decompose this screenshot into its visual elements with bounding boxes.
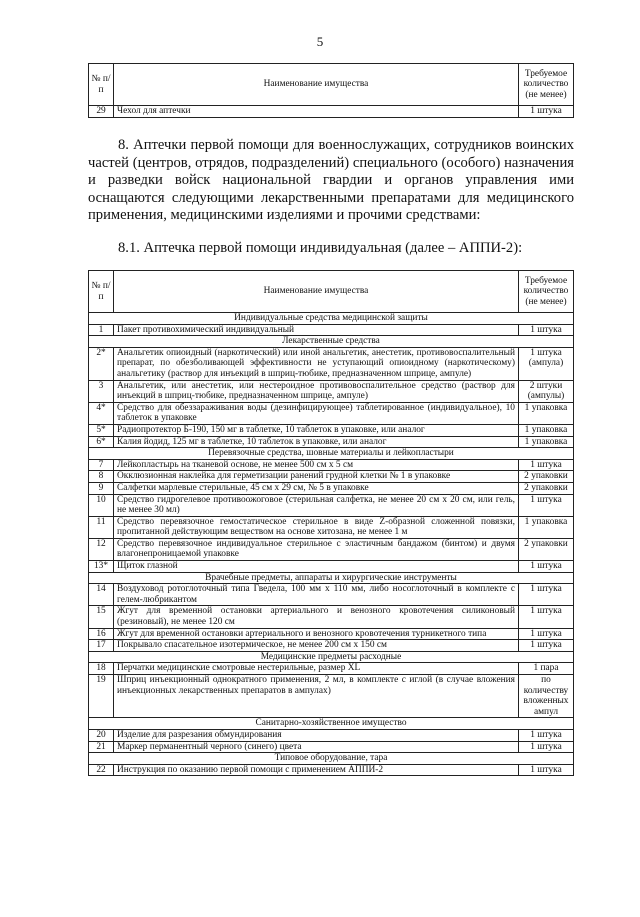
section-title: Врачебные предметы, аппараты и хирургические инструменты	[89, 572, 574, 584]
item-quantity: 1 упаковка	[519, 402, 574, 424]
item-quantity: 1 штука	[519, 640, 574, 652]
table-section-row	[89, 313, 574, 325]
row-number: 8	[89, 471, 114, 483]
paragraph-8-1: 8.1. Аптечка первой помощи индивидуальная (далее – АППИ-2):	[118, 240, 523, 256]
item-quantity: 1 упаковка	[519, 424, 574, 436]
table-row	[89, 347, 574, 380]
item-quantity: 1 упаковка	[519, 436, 574, 448]
item-name: Чехол для аптечки	[114, 106, 519, 118]
row-number: 13*	[89, 561, 114, 573]
table-row	[89, 324, 574, 336]
row-number: 21	[89, 741, 114, 753]
table-row	[89, 424, 574, 436]
header-num: № п/п	[89, 64, 114, 106]
item-quantity: 1 штука	[519, 741, 574, 753]
item-quantity: 1 штука (ампула)	[519, 347, 574, 380]
row-number: 4*	[89, 402, 114, 424]
row-number: 12	[89, 538, 114, 560]
table-row	[89, 628, 574, 640]
item-quantity: 1 пара	[519, 663, 574, 675]
row-number: 29	[89, 106, 114, 118]
table-section-row	[89, 448, 574, 460]
table-row	[89, 640, 574, 652]
item-name: Средство гидрогелевое противоожоговое (стерильная салфетка, не менее 20 см х 20 см, или гель, не менее 30 мл)	[114, 494, 519, 516]
table-row	[89, 459, 574, 471]
table-row	[89, 561, 574, 573]
item-quantity: 2 упаковки	[519, 471, 574, 483]
item-quantity: 1 штука	[519, 584, 574, 606]
table-header-row	[89, 64, 574, 106]
section-title: Медицинские предметы расходные	[89, 651, 574, 663]
item-name: Инструкция по оказанию первой помощи с применением АППИ-2	[114, 764, 519, 776]
table-appi-2	[88, 270, 574, 776]
row-number: 11	[89, 516, 114, 538]
page-number: 5	[316, 34, 324, 49]
item-quantity: 1 штука	[519, 106, 574, 118]
row-number: 16	[89, 628, 114, 640]
item-name: Окклюзионная наклейка для герметизации ранений грудной клетки № 1 в упаковке	[114, 471, 519, 483]
table-row	[89, 538, 574, 560]
table-row	[89, 471, 574, 483]
item-quantity: 2 упаковки	[519, 482, 574, 494]
table-section-row	[89, 753, 574, 765]
table-row	[89, 494, 574, 516]
table-section-row	[89, 651, 574, 663]
item-name: Щиток глазной	[114, 561, 519, 573]
item-quantity: 1 упаковка	[519, 516, 574, 538]
item-name: Калия йодид, 125 мг в таблетке, 10 таблеток в упаковке, или аналог	[114, 436, 519, 448]
header-qty: Требуемое количество (не менее)	[519, 271, 574, 313]
table2-body	[89, 271, 574, 776]
paragraph-8: 8. Аптечки первой помощи для военнослужащих, сотрудников воинских частей (центров, отрядов, подразделений) специального (особого) назначения и разведки войск национальной гвардии и органов управления ими оснащаются следующими лекарственными препаратами для медицинского применения, медицинскими изделиями и прочими средствами:	[88, 137, 574, 224]
table-row	[89, 436, 574, 448]
table-row	[89, 764, 574, 776]
item-name: Перчатки медицинские смотровые нестерильные, размер XL	[114, 663, 519, 675]
header-qty: Требуемое количество (не менее)	[519, 64, 574, 106]
row-number: 9	[89, 482, 114, 494]
row-number: 18	[89, 663, 114, 675]
item-quantity: 1 штука	[519, 764, 574, 776]
item-name: Жгут для временной остановки артериального и венозного кровотечения турникетного типа	[114, 628, 519, 640]
section-title: Санитарно-хозяйственное имущество	[89, 718, 574, 730]
row-number: 19	[89, 675, 114, 718]
item-name: Средство для обеззараживания воды (дезинфицирующее) таблетированное (индивидуальное), 10 таблеток в упаковке	[114, 402, 519, 424]
item-name: Анальгетик опиоидный (наркотический) или иной анальгетик, анестетик, противовоспалительный препарат, по обезболивающей эффективности не уступающий опиоидному (наркотическому) анальгетику (раствор для инъекций в шприц-тюбике, предназначенном шприце, ампуле)	[114, 347, 519, 380]
row-number: 14	[89, 584, 114, 606]
section-title: Перевязочные средства, шовные материалы и лейкопластыри	[89, 448, 574, 460]
item-name: Анальгетик, или анестетик, или нестероидное противовоспалительное средство (раствор для инъекций в шприц-тюбике, предназначенном шприце, ампуле)	[114, 380, 519, 402]
item-name: Лейкопластырь на тканевой основе, не менее 500 см х 5 см	[114, 459, 519, 471]
row-number: 3	[89, 380, 114, 402]
table-row	[89, 741, 574, 753]
table-row	[89, 516, 574, 538]
table-section-row	[89, 718, 574, 730]
header-name: Наименование имущества	[114, 271, 519, 313]
item-quantity: 1 штука	[519, 628, 574, 640]
item-quantity: 2 штуки (ампулы)	[519, 380, 574, 402]
row-number: 10	[89, 494, 114, 516]
section-title: Типовое оборудование, тара	[89, 753, 574, 765]
row-number: 1	[89, 324, 114, 336]
item-quantity: 1 штука	[519, 561, 574, 573]
row-number: 7	[89, 459, 114, 471]
table-continuation	[88, 63, 574, 118]
item-name: Радиопротектор Б-190, 150 мг в таблетке, 10 таблеток в упаковке, или аналог	[114, 424, 519, 436]
item-name: Изделие для разрезания обмундирования	[114, 729, 519, 741]
table-row	[89, 675, 574, 718]
table-row	[89, 380, 574, 402]
table-row	[89, 663, 574, 675]
section-title: Индивидуальные средства медицинской защиты	[89, 313, 574, 325]
row-number: 5*	[89, 424, 114, 436]
table-row	[89, 106, 574, 118]
table-header-row	[89, 271, 574, 313]
table1-body	[89, 64, 574, 118]
item-quantity: 1 штука	[519, 324, 574, 336]
table-row	[89, 482, 574, 494]
item-name: Маркер перманентный черного (синего) цвета	[114, 741, 519, 753]
row-number: 20	[89, 729, 114, 741]
item-quantity: 1 штука	[519, 459, 574, 471]
header-name: Наименование имущества	[114, 64, 519, 106]
item-name: Средство перевязочное индивидуальное стерильное с эластичным бандажом (бинтом) и двумя влагонепроницаемой упаковке	[114, 538, 519, 560]
table-row	[89, 606, 574, 628]
item-quantity: 1 штука	[519, 494, 574, 516]
table-row	[89, 584, 574, 606]
item-name: Шприц инъекционный однократного применения, 2 мл, в комплекте с иглой (в случае вложения инъекционных лекарственных препаратов в ампулах)	[114, 675, 519, 718]
table-section-row	[89, 572, 574, 584]
item-name: Салфетки марлевые стерильные, 45 см х 29 см, № 5 в упаковке	[114, 482, 519, 494]
item-name: Средство перевязочное гемостатическое стерильное в виде Z-образной сложенной повязки, пропитанной действующим веществом на основе хитозана, не менее 1 м	[114, 516, 519, 538]
row-number: 17	[89, 640, 114, 652]
item-quantity: 1 штука	[519, 729, 574, 741]
item-quantity: по количеству вложенных ампул	[519, 675, 574, 718]
table-row	[89, 729, 574, 741]
header-num: № п/п	[89, 271, 114, 313]
row-number: 22	[89, 764, 114, 776]
row-number: 2*	[89, 347, 114, 380]
item-name: Пакет противохимический индивидуальный	[114, 324, 519, 336]
table-section-row	[89, 336, 574, 348]
row-number: 6*	[89, 436, 114, 448]
section-title: Лекарственные средства	[89, 336, 574, 348]
item-quantity: 1 штука	[519, 606, 574, 628]
row-number: 15	[89, 606, 114, 628]
item-quantity: 2 упаковки	[519, 538, 574, 560]
item-name: Покрывало спасательное изотермическое, не менее 200 см х 150 см	[114, 640, 519, 652]
item-name: Жгут для временной остановки артериального и венозного кровотечения силиконовый (резиновый), не менее 120 см	[114, 606, 519, 628]
item-name: Воздуховод ротоглоточный типа Гведела, 100 мм х 110 мм, либо носоглоточный в комплекте с гелем-любрикантом	[114, 584, 519, 606]
table-row	[89, 402, 574, 424]
